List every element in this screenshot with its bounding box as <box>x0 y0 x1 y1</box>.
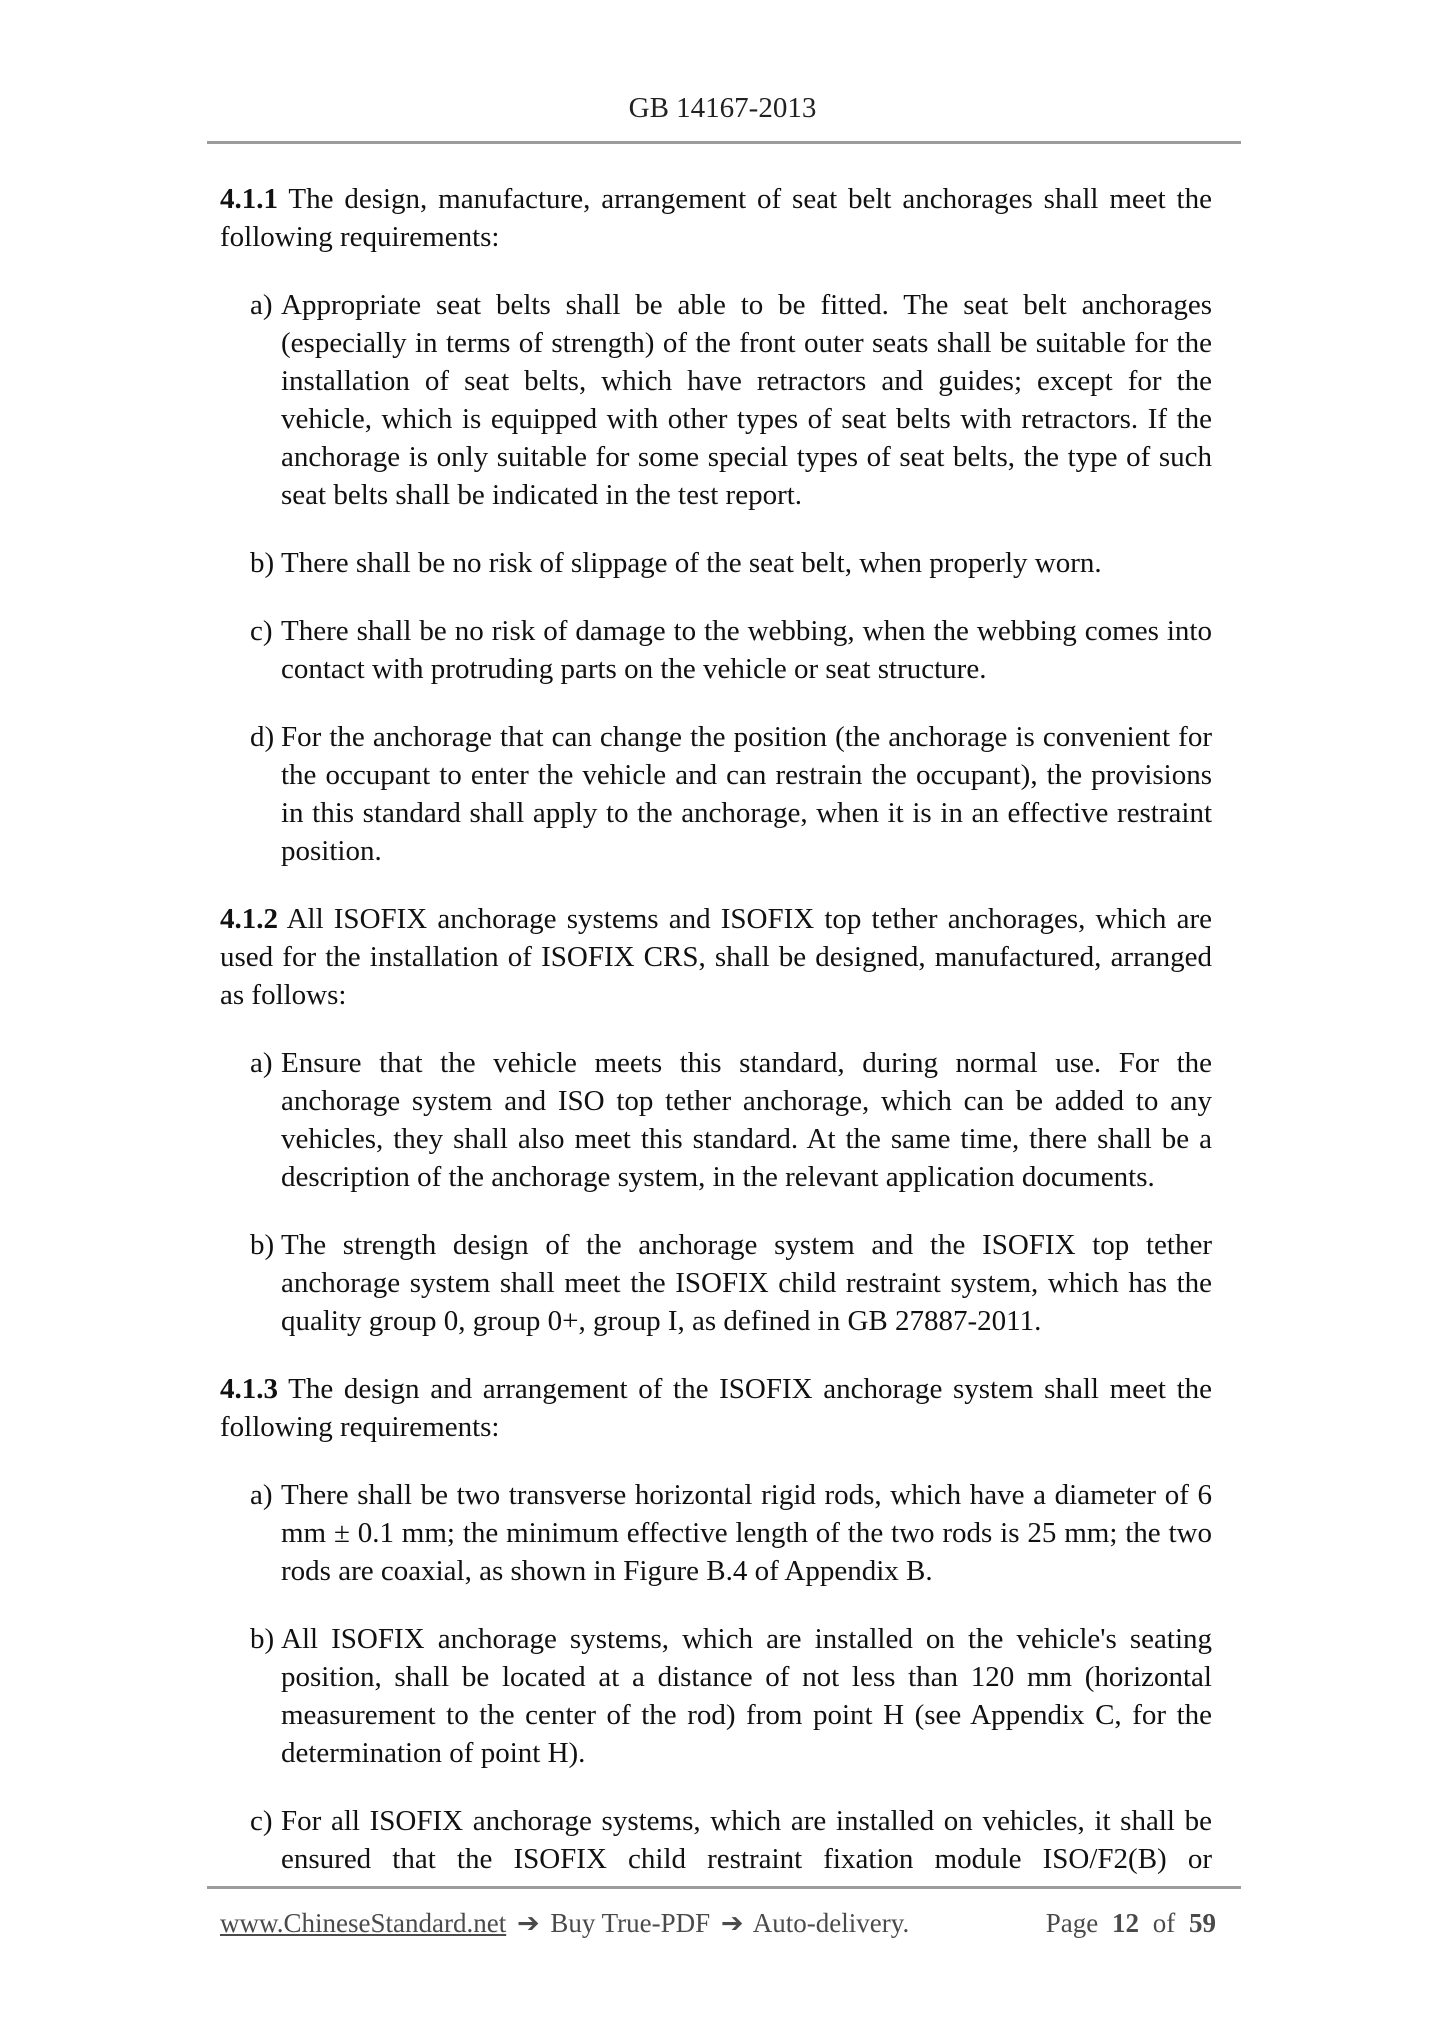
footer-cta-delivery: Auto-delivery. <box>752 1908 910 1938</box>
list-item-label: c) <box>250 615 273 647</box>
footer-row <box>220 1906 1216 1941</box>
section-4-1-2 <box>220 900 1212 1340</box>
list-item <box>220 1476 1212 1590</box>
list-item-label: a) <box>250 1479 273 1511</box>
list-item <box>220 544 1212 582</box>
section-heading <box>220 1370 1212 1446</box>
section-text: The design and arrangement of the ISOFIX anchorage system shall meet the following requirements: <box>220 1373 1213 1443</box>
section-text: The design, manufacture, arrangement of seat belt anchorages shall meet the following requirements: <box>220 183 1212 253</box>
page-current: 12 <box>1112 1908 1139 1938</box>
arrow-right-icon: ➔ <box>720 1908 744 1939</box>
list-item-label: d) <box>250 721 275 753</box>
list-item-label: b) <box>250 1229 275 1261</box>
footer-cta-buy: Buy True-PDF <box>550 1908 711 1938</box>
of-label: of <box>1152 1908 1176 1938</box>
list-item-text: There shall be no risk of damage to the webbing, when the webbing comes into contact with protruding parts on the vehicle or seat structure. <box>281 615 1212 685</box>
arrow-right-icon: ➔ <box>516 1908 540 1939</box>
list-item-text: The strength design of the anchorage system and the ISOFIX top tether anchorage system shall meet the ISOFIX child restraint system, which has the quality group 0, group 0+, group I, as defined in GB 27887-2011. <box>281 1229 1212 1337</box>
list-item-text: Ensure that the vehicle meets this standard, during normal use. For the anchorage system and ISO top tether anchorage, which can be added to any vehicles, they shall also meet this standard. At the same time, there shall be a description of the anchorage system, in the relevant application documents. <box>281 1047 1212 1193</box>
list-item-text: All ISOFIX anchorage systems, which are installed on the vehicle's seating position, shall be located at a distance of not less than 120 mm (horizontal measurement to the center of the rod) from point H (see Appendix C, for the determination of point H). <box>281 1623 1212 1769</box>
list-item <box>220 1044 1212 1196</box>
list-item-label: b) <box>250 1623 275 1655</box>
header-rule <box>207 141 1241 144</box>
page-label: Page <box>1045 1908 1099 1938</box>
list-item <box>220 1226 1212 1340</box>
list-item-label: a) <box>250 1047 273 1079</box>
list-item-text: For the anchorage that can change the position (the anchorage is convenient for the occupant to enter the vehicle and can restrain the occupant), the provisions in this standard shall apply to the anchorage, when it is in an effective restraint position. <box>281 721 1212 867</box>
list-item-label: a) <box>250 289 273 321</box>
list-item <box>220 718 1212 870</box>
list-item-text: There shall be no risk of slippage of the seat belt, when properly worn. <box>281 547 1102 579</box>
section-number: 4.1.1 <box>220 183 278 215</box>
list-item-text: Appropriate seat belts shall be able to be fitted. The seat belt anchorages (especially in terms of strength) of the front outer seats shall be suitable for the installation of seat belts, which have retractors and guides; except for the vehicle, which is equipped with other types of seat belts with retractors. If the anchorage is only suitable for some special types of seat belts, the type of such seat belts shall be indicated in the test report. <box>281 289 1212 511</box>
list-item <box>220 1802 1212 1878</box>
list-item-text: There shall be two transverse horizontal rigid rods, which have a diameter of 6 mm ± 0.1 mm; the minimum effective length of the two rods is 25 mm; the two rods are coaxial, as shown in Figure B.4 of Appendix B. <box>281 1479 1212 1587</box>
list-item <box>220 1620 1212 1772</box>
document-code: GB 14167-2013 <box>628 92 817 124</box>
page-footer <box>207 1886 1241 1941</box>
list-item-label: c) <box>250 1805 273 1837</box>
page-indicator <box>1046 1906 1216 1940</box>
section-heading <box>220 900 1212 1014</box>
section-4-1-3 <box>220 1370 1212 1878</box>
section-4-1-1 <box>220 180 1212 870</box>
section-heading <box>220 180 1212 256</box>
section-number: 4.1.2 <box>220 903 278 935</box>
list-item-label: b) <box>250 547 275 579</box>
section-number: 4.1.3 <box>220 1373 278 1405</box>
section-text: All ISOFIX anchorage systems and ISOFIX top tether anchorages, which are used for the installation of ISOFIX CRS, shall be designed, manufactured, arranged as follows: <box>220 903 1212 1011</box>
list-item <box>220 612 1212 688</box>
list-item-text: For all ISOFIX anchorage systems, which are installed on vehicles, it shall be ensured that the ISOFIX child restraint fixation module ISO/F2(B) or <box>281 1805 1212 1875</box>
list-item <box>220 286 1212 514</box>
footer-link[interactable]: www.ChineseStandard.net <box>220 1908 507 1938</box>
footer-promo <box>220 1906 909 1941</box>
document-body <box>220 180 1212 1878</box>
page-total: 59 <box>1189 1908 1216 1938</box>
